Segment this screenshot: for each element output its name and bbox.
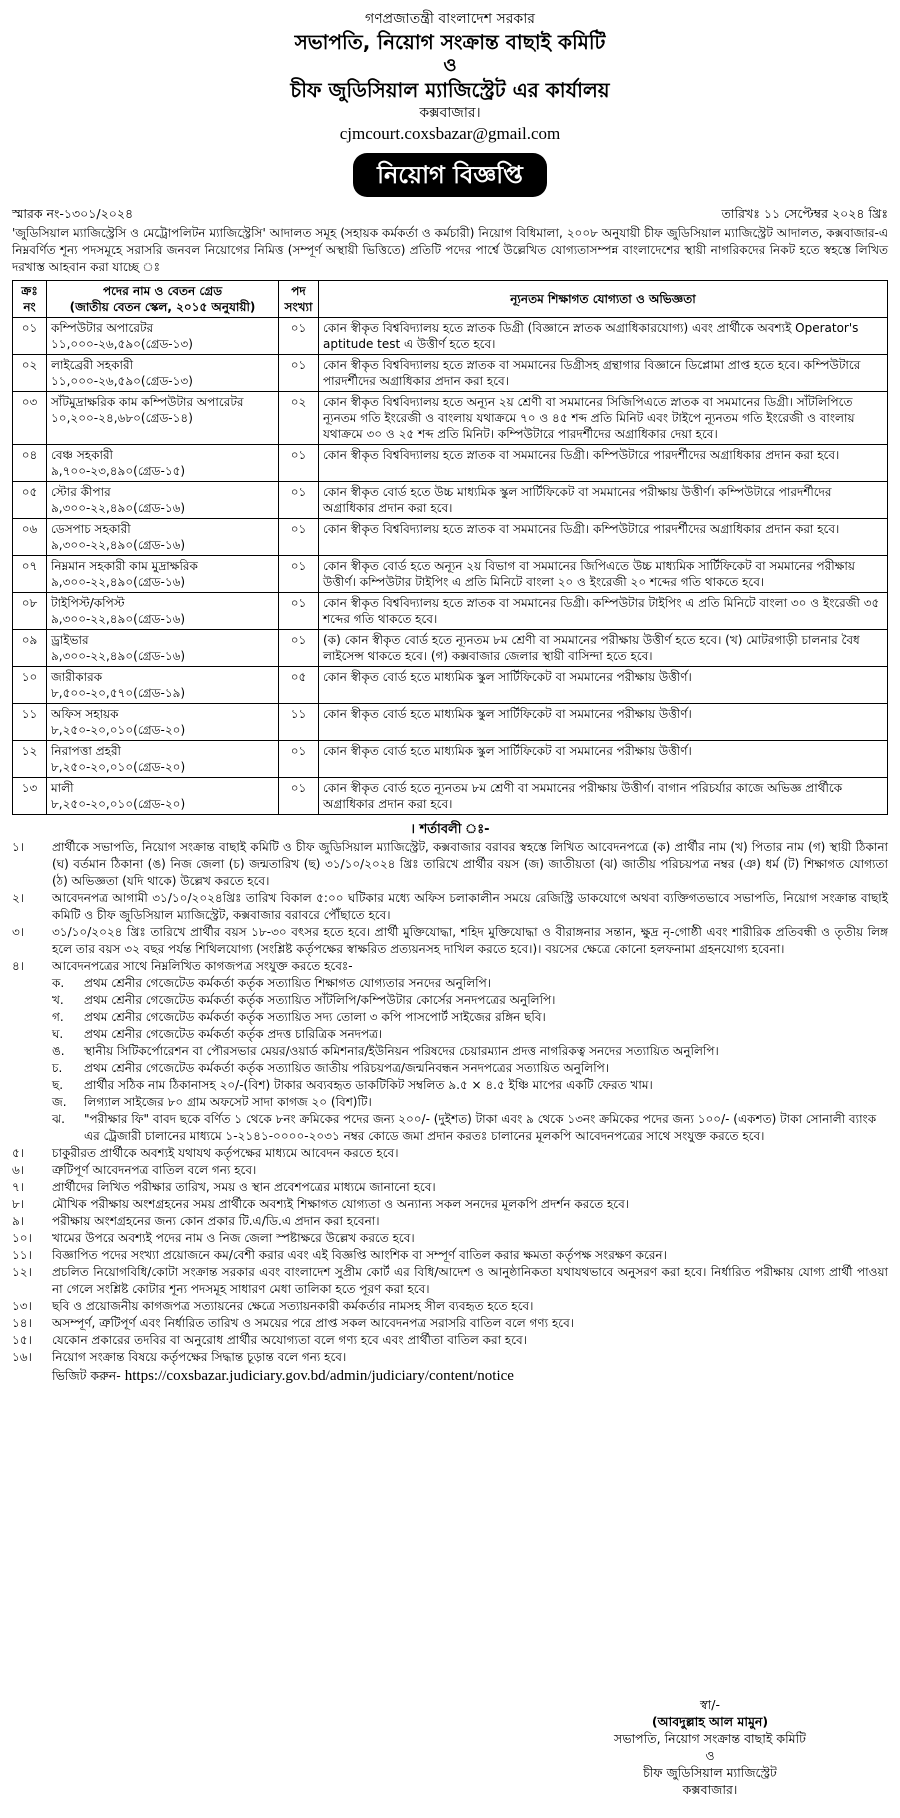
conditions-title: । শর্তাবলী ঃ- [410,822,490,837]
condition-number: ৭। [12,1180,25,1194]
condition-text: মৌখিক পরীক্ষায় অংশগ্রহনের সময় প্রার্থীকে অবশ্যই শিক্ষাগত যোগ্যতা ও অন্যান্য সকল সনদের মূলকপি প্রদর্শন করতে হবে। [52,1197,630,1211]
condition-number: ১৪। [12,1316,32,1330]
pay-scale: ১১,০০০-২৬,৫৯০(গ্রেড-১৩) [51,374,193,388]
office-email[interactable]: cjmcourt.coxsbazar@gmail.com [339,124,561,143]
header-count: পদ সংখ্যা [279,281,319,318]
pay-scale: ৮,২৫০-২০,০১০(গ্রেড-২০) [51,760,186,774]
intro-paragraph: 'জুডিসিয়াল ম্যাজিস্ট্রেসি ও মেট্রোপলিটন ম্যাজিস্ট্রেসি' আদালত সমূহ (সহায়ক কর্মকর্তা ও কর্মচারী) নিয়োগ বিধিমালা, ২০০৮ অনুযায়ী চীফ জুডিসিয়াল ম্যাজিস্ট্রেট আদালত, কক্সবাজার-এ নিম্নবর্ণিত শূন্য পদসমূহে সরাসরি জনবল নিয়োগের নিমিত্ত (সম্পূর্ণ অস্থায়ী ভিত্তিতে) প্রতিটি পদের পার্শ্বে উল্লেখিত যোগ্যতাসম্পন্ন বাংলাদেশের স্থায়ী নাগরিকদের নিকট হতে স্বহস্তে লিখিত দরখাস্ত আহবান করা যাচ্ছে ঃ [12,226,888,274]
post-count: ০১ [279,519,319,556]
post-name: ড্রাইভার [51,633,89,647]
table-row [13,556,888,593]
document-item-letter: গ. [52,1010,64,1024]
condition-item [12,890,888,924]
document-item-letter: চ. [52,1061,63,1075]
post-name: ডেসপাচ সহকারী [51,522,131,536]
document-item [12,1111,888,1145]
condition-number: ৮। [12,1197,25,1211]
pay-scale: ১১,০০০-২৬,৫৯০(গ্রেড-১৩) [51,337,193,351]
qualification: কোন স্বীকৃত বিশ্ববিদ্যালয় হতে স্নাতক বা সমমানের ডিগ্রী। কম্পিউটারে পারদর্শীদের অগ্রাধিকার প্রদান করা হবে। [319,445,888,482]
post-name: নিম্নমান সহকারী কাম মুদ্রাক্ষরিক [51,559,198,573]
condition-item [12,1145,888,1162]
post-name: বেঞ্চ সহকারী [51,448,113,462]
post-count: ০১ [279,318,319,355]
qualification: কোন স্বীকৃত বোর্ড হতে ন্যূনতম ৮ম শ্রেণী বা সমমানের পরীক্ষায় উত্তীর্ণ। বাগান পরিচর্যার কাজে অভিজ্ঞ প্রার্থীকে অগ্রাধিকার প্রদান করা হবে। [319,778,888,815]
visit-label: ভিজিট করুন- [52,1368,121,1383]
document-item-text: প্রথম শ্রেনীর গেজেটেড কর্মকর্তা কর্তৃক সত্যায়িত সাঁটলিপি/কম্পিউটার কোর্সের সনদপত্রের অনুলিপি। [84,993,556,1007]
condition-number: ১৬। [12,1350,32,1364]
condition-text: প্রার্থীকে সভাপতি, নিয়োগ সংক্রান্ত বাছাই কমিটি ও চীফ জুডিসিয়াল ম্যাজিস্ট্রেট, কক্সবাজার বরাবর স্বহস্তে লিখিত আবেদনপত্রে (ক) প্রার্থীর নাম (খ) পিতার নাম (গ) স্থায়ী ঠিকানা (ঘ) বর্তমান ঠিকানা (ঙ) নিজ জেলা (চ) জন্মতারিখ (ছ) ৩১/১০/২০২৪ খ্রিঃ তারিখে প্রার্থীর বয়স (জ) জাতীয়তা (ঝ) জাতীয় পরিচয়পত্র নম্বর (ঞ) ধর্ম (ট) শিক্ষাগত যোগ্যতা (ঠ) অভিজ্ঞতা (যদি থাকে) উল্লেখ করতে হবে। [52,840,888,888]
signatory-title-1: সভাপতি, নিয়োগ সংক্রান্ত বাছাই কমিটি [613,1731,806,1746]
condition-number: ৩। [12,925,25,939]
post-count: ০১ [279,741,319,778]
row-serial: ০৬ [13,519,47,556]
condition-number: ৯। [12,1214,25,1228]
pay-scale: ৮,২৫০-২০,০১০(গ্রেড-২০) [51,797,186,811]
row-post [47,778,279,815]
banner-wrap [12,153,888,197]
table-row [13,741,888,778]
table-row [13,519,888,556]
document-item-text: প্রথম শ্রেনীর গেজেটেড কর্মকর্তা কর্তৃক সত্যায়িত জাতীয় পরিচয়পত্র/জন্মনিবন্ধন সনদপত্রের সত্যায়িত অনুলিপি। [84,1061,610,1075]
condition-number: ১১। [12,1248,32,1262]
document-item-letter: ঙ. [52,1044,65,1058]
post-count: ০১ [279,482,319,519]
post-count: ০১ [279,355,319,392]
pay-scale: ৯,৭০০-২৩,৪৯০(গ্রেড-১৫) [51,464,186,478]
row-post [47,519,279,556]
pay-scale: ৮,২৫০-২০,০১০(গ্রেড-২০) [51,723,186,737]
document-item [12,1077,888,1094]
post-count: ১১ [279,704,319,741]
condition-text: পরীক্ষায় অংশগ্রহনের জন্য কোন প্রকার টি.এ/ডি.এ প্রদান করা হবেনা। [52,1214,380,1228]
qualification: কোন স্বীকৃত বোর্ড হতে মাধ্যমিক স্কুল সার্টিফিকেট বা সমমানের পরীক্ষায় উত্তীর্ণ। [319,704,888,741]
post-count: ০১ [279,630,319,667]
condition-text: ৩১/১০/২০২৪ খ্রিঃ তারিখে প্রার্থীর বয়স ১৮-৩০ বৎসর হতে হবে। প্রার্থী মুক্তিযোদ্ধা, শহিদ মুক্তিযোদ্ধা ও বীরাঙ্গনার সন্তান, ক্ষুদ্র নৃ-গোষ্ঠী এবং শারীরিক প্রতিবন্ধী ও তৃতীয় লিঙ্গ হলে তার বয়স ৩২ বছর পর্যন্ত শিথিলযোগ্য (সংশ্লিষ্ট কর্তৃপক্ষের স্বাক্ষরিত প্রত্যয়নসহ দাখিল করতে হবে।)। বয়সের ক্ষেত্রে কোনো হলফনামা গ্রহনযোগ্য হবেনা। [52,925,888,956]
header-serial: ক্রঃ নং [13,281,47,318]
condition-text: চাকুরীরত প্রার্থীকে অবশ্যই যথাযথ কর্তৃপক্ষের মাধ্যমে আবেদন করতে হবে। [52,1146,399,1160]
signatory-place: কক্সবাজার। [682,1782,738,1797]
header-post-sub: (জাতীয় বেতন স্কেল, ২০১৫ অনুযায়ী) [69,300,256,314]
committee-title: সভাপতি, নিয়োগ সংক্রান্ত বাছাই কমিটি [294,30,606,54]
condition-number: ১। [12,840,25,854]
qualification: কোন স্বীকৃত বিশ্ববিদ্যালয় হতে অন্যূন ২য় শ্রেণী বা সমমানের সিজিপিএতে স্নাতক বা সমমানের ডিগ্রী। সাঁটলিপিতে ন্যূনতম গতি ইংরেজী ও বাংলায় যথাক্রমে ৭০ ও ৪৫ শব্দ প্রতি মিনিট এবং টাইপে ন্যূনতম গতি ইংরেজী ও বাংলায় যথাক্রমে ৩০ ও ২৫ শব্দ প্রতি মিনিট। কম্পিউটারে পারদর্শীদের অগ্রাধিকার দেয়া হবে। [319,392,888,445]
table-row [13,630,888,667]
row-post [47,630,279,667]
row-serial: ০৮ [13,593,47,630]
row-serial: ০৭ [13,556,47,593]
qualification: কোন স্বীকৃত বোর্ড হতে উচ্চ মাধ্যমিক স্কুল সার্টিফিকেট বা সমমানের পরীক্ষায় উত্তীর্ণ। কম্পিউটারে পারদর্শীদের অগ্রাধিকার প্রদান করা হবে। [319,482,888,519]
table-row [13,355,888,392]
row-post [47,593,279,630]
row-serial: ০৩ [13,392,47,445]
document-item-letter: খ. [52,993,64,1007]
post-count: ০১ [279,593,319,630]
table-row [13,392,888,445]
row-serial: ০১ [13,318,47,355]
row-serial: ০৫ [13,482,47,519]
row-serial: ০৪ [13,445,47,482]
post-name: সাঁটমুদ্রাক্ষরিক কাম কম্পিউটার অপারেটর [51,395,244,409]
document-item-text: প্রথম শ্রেনীর গেজেটেড কর্মকর্তা কর্তৃক সত্যায়িত সদ্য তোলা ৩ কপি পাসপোর্ট সাইজের রঙ্গিন ছবি। [84,1010,546,1024]
condition-number: ৫। [12,1146,25,1160]
condition-number: ১৫। [12,1333,32,1347]
condition-item [12,924,888,958]
pay-scale: ৯,৩০০-২২,৪৯০(গ্রেড-১৬) [51,538,186,552]
document-item-letter: ক. [52,976,65,990]
signatory-and: ও [705,1748,715,1763]
office-location: কক্সবাজার। [419,105,481,121]
condition-text: প্রচলিত নিয়োগবিধি/কোটা সংক্রান্ত সরকার এবং বাংলাদেশ সুপ্রীম কোর্ট এর বিধি/আদেশ ও আনুষ্ঠানিকতা যথাযথভাবে অনুসরণ করা হবে। নির্ধারিত পরীক্ষায় যোগ্য প্রার্থী পাওয়া না গেলে সংশ্লিষ্ট কোটার শূন্য পদসমূহ সাধারণ মেধা তালিকা হতে পূরণ করা হবে। [52,1265,888,1296]
table-row [13,704,888,741]
condition-item [12,1298,888,1315]
header-qualification: ন্যূনতম শিক্ষাগত যোগ্যতা ও অভিজ্ঞতা [319,281,888,318]
office-title: চীফ জুডিসিয়াল ম্যাজিস্ট্রেট এর কার্যালয় [290,78,610,102]
signature-mark: স্বা/- [700,1697,720,1712]
row-post [47,445,279,482]
government-name: গণপ্রজাতন্ত্রী বাংলাদেশ সরকার [365,11,535,27]
post-name: লাইব্রেরী সহকারী [51,358,134,372]
pay-scale: ১০,২০০-২৪,৬৮০(গ্রেড-১৪) [51,411,193,425]
visit-url-link[interactable]: https://coxsbazar.judiciary.gov.bd/admin/judiciary/content/notice [124,1368,514,1384]
row-post [47,556,279,593]
table-header-row [13,281,888,318]
row-serial: ১০ [13,667,47,704]
table-row [13,445,888,482]
condition-number: ১৩। [12,1299,32,1313]
table-row [13,667,888,704]
notice-banner: নিয়োগ বিজ্ঞপ্তি [353,153,547,197]
document-item-letter: ঝ. [52,1112,65,1126]
table-row [13,318,888,355]
visit-line [12,1368,888,1388]
posts-table [12,280,888,815]
qualification: কোন স্বীকৃত বিশ্ববিদ্যালয় হতে স্নাতক বা সমমানের ডিগ্রীসহ গ্রন্থাগার বিজ্ঞানে ডিপ্লোমা প্রাপ্ত হতে হবে। কম্পিউটারে পারদর্শীদের অগ্রাধিকার প্রদান করা হবে। [319,355,888,392]
pay-scale: ৯,৩০০-২২,৪৯০(গ্রেড-১৬) [51,612,186,626]
document-item-letter: জ. [52,1095,67,1109]
qualification: কোন স্বীকৃত বোর্ড হতে মাধ্যমিক স্কুল সার্টিফিকেট বা সমমানের পরীক্ষায় উত্তীর্ণ। [319,741,888,778]
condition-item [12,1230,888,1247]
post-count: ০১ [279,778,319,815]
document-item [12,1043,888,1060]
condition-number: ৪। [12,959,25,973]
pay-scale: ৮,৫০০-২০,৫৭০(গ্রেড-১৯) [51,686,186,700]
document-item-text: লিগ্যাল সাইজের ৮০ গ্রাম অফসেট সাদা কাগজ ২০ (বিশ)টি। [84,1095,372,1109]
post-count: ০১ [279,556,319,593]
post-count: ০১ [279,445,319,482]
condition-item [12,1162,888,1179]
document-item-letter: ঘ. [52,1027,64,1041]
row-post [47,704,279,741]
signatory-name: (আবদুল্লাহ আল মামুন) [651,1714,769,1729]
condition-item [12,958,888,975]
condition-item [12,1332,888,1349]
row-post [47,318,279,355]
document-item [12,975,888,992]
condition-text: অসম্পূর্ণ, ত্রুটিপূর্ণ এবং নির্ধারিত তারিখ ও সময়ের পরে প্রাপ্ত সকল আবেদনপত্র সরাসরি বাতিল বলে গণ্য হবে। [52,1316,575,1330]
and-connector: ও [443,55,457,76]
condition-number: ১২। [12,1265,32,1279]
qualification: কোন স্বীকৃত বিশ্ববিদ্যালয় হতে স্নাতক ডিগ্রী (বিজ্ঞানে স্নাতক অগ্রাধিকারযোগ্য) এবং প্রার্থীকে অবশ্যই Operator's aptitude test এ উত্তীর্ণ হতে হবে। [319,318,888,355]
condition-text: ত্রুটিপূর্ণ আবেদনপত্র বাতিল বলে গন্য হবে। [52,1163,257,1177]
qualification: কোন স্বীকৃত বিশ্ববিদ্যালয় হতে স্নাতক বা সমমানের ডিগ্রী। কম্পিউটারে পারদর্শীদের অগ্রাধিকার প্রদান করা হবে। [319,519,888,556]
post-name: মালী [51,781,74,795]
memo-number: স্মারক নং-১৩০১/২০২৪ [12,206,134,221]
document-item-text: প্রথম শ্রেনীর গেজেটেড কর্মকর্তা কর্তৃক প্রদত্ত চারিত্রিক সনদপত্র। [84,1027,383,1041]
header-post-label: পদের নাম ও বেতন গ্রেড [102,284,223,298]
signature-block [560,1696,860,1798]
pay-scale: ৯,৩০০-২২,৪৯০(গ্রেড-১৬) [51,649,186,663]
row-post [47,667,279,704]
table-row [13,778,888,815]
condition-text: আবেদনপত্র আগামী ৩১/১০/২০২৪খ্রিঃ তারিখ বিকাল ৫:০০ ঘটিকার মধ্যে অফিস চলাকালীন সময়ে রেজিস্ট্রি ডাকযোগে অথবা ব্যক্তিগতভাবে সভাপতি, নিয়োগ সংক্রান্ত বাছাই কমিটি ও চীফ জুডিসিয়াল ম্যাজিস্ট্রেট, কক্সবাজার বরাবরে পৌঁছাতে হবে। [52,891,888,922]
document-item-text: প্রথম শ্রেনীর গেজেটেড কর্মকর্তা কর্তৃক সত্যায়িত শিক্ষাগত যোগ্যতার সনদের অনুলিপি। [84,976,492,990]
post-count: ০২ [279,392,319,445]
document-item-text: "পরীক্ষার ফি" বাবদ ছকে বর্ণিত ১ থেকে ৮নং ক্রমিকের পদের জন্য ২০০/- (দুইশত) টাকা এবং ৯ থেকে ১৩নং ক্রমিকের পদের জন্য ১০০/- (একশত) টাকা সোনালী ব্যাংক এর ট্রেজারী চালানের মাধ্যমে ১-২১৪১-০০০০-২০৩১ নম্বর কোডে জমা প্রদান করতঃ চালানের মূলকপি আবেদনপত্রের সাথে সংযুক্ত করতে হবে। [84,1112,877,1143]
document-item [12,1060,888,1077]
conditions-list [12,839,888,1366]
condition-text: ছবি ও প্রয়োজনীয় কাগজপত্র সত্যায়নের ক্ষেত্রে সত্যায়নকারী কর্মকর্তার নামসহ সীল ব্যবহৃত হতে হবে। [52,1299,534,1313]
pay-scale: ৯,৩০০-২২,৪৯০(গ্রেড-১৬) [51,575,186,589]
document-item-text: স্থানীয় সিটিকর্পোরেশন বা পৌরসভার মেয়র/ওয়ার্ড কমিশনার/ইউনিয়ন পরিষদের চেয়ারম্যান প্রদত্ত নাগরিকত্ব সনদের সত্যায়িত অনুলিপি। [84,1044,719,1058]
condition-item [12,839,888,890]
condition-item [12,1179,888,1196]
row-serial: ০২ [13,355,47,392]
post-name: নিরাপত্তা প্রহরী [51,744,121,758]
post-name: কম্পিউটার অপারেটর [51,321,154,335]
condition-number: ২। [12,891,25,905]
condition-number: ১০। [12,1231,32,1245]
condition-item [12,1264,888,1298]
signatory-title-2: চীফ জুডিসিয়াল ম্যাজিস্ট্রেট [643,1765,777,1780]
condition-text: যেকোন প্রকারের তদবির বা অনুরোধ প্রার্থীর অযোগ্যতা বলে গণ্য হবে এবং প্রার্থীতা বাতিল করা হবে। [52,1333,527,1347]
post-name: অফিস সহায়ক [51,707,119,721]
table-row [13,593,888,630]
post-name: স্টোর কীপার [51,485,111,499]
document-item [12,1009,888,1026]
row-post [47,355,279,392]
condition-number: ৬। [12,1163,25,1177]
document-item-text: প্রার্থীর সঠিক নাম ঠিকানাসহ ২০/-(বিশ) টাকার অব্যবহৃত ডাকটিকিট সম্বলিত ৯.৫ × ৪.৫ ইঞ্চি মাপের একটি ফেরত খাম। [84,1078,653,1092]
condition-item [12,1213,888,1230]
qualification: কোন স্বীকৃত বিশ্ববিদ্যালয় হতে স্নাতক বা সমমানের ডিগ্রী। কম্পিউটার টাইপিং এ প্রতি মিনিটে বাংলা ৩০ ও ইংরেজী ৩৫ শব্দের গতি থাকতে হবে। [319,593,888,630]
qualification: কোন স্বীকৃত বোর্ড হতে অন্যূন ২য় বিভাগ বা সমমানের জিপিএতে উচ্চ মাধ্যমিক সার্টিফিকেট বা সমমানের পরীক্ষায় উত্তীর্ণ। কম্পিউটার টাইপিং এ প্রতি মিনিটে বাংলা ২০ ও ইংরেজী ২০ শব্দের গতি থাকতে হবে। [319,556,888,593]
row-serial: ১৩ [13,778,47,815]
document-item-letter: ছ. [52,1078,64,1092]
condition-text: প্রার্থীদের লিখিত পরীক্ষার তারিখ, সময় ও স্থান প্রবেশপত্রের মাধ্যমে জানানো হবে। [52,1180,436,1194]
row-post [47,392,279,445]
document-item [12,1094,888,1111]
row-post [47,482,279,519]
table-row [13,482,888,519]
condition-item [12,1247,888,1264]
condition-item [12,1349,888,1366]
document-item [12,992,888,1009]
header-post [47,281,279,318]
row-serial: ০৯ [13,630,47,667]
condition-text: খামের উপরে অবশ্যই পদের নাম ও নিজ জেলা স্পষ্টাক্ষরে উল্লেখ করতে হবে। [52,1231,415,1245]
reference-line [12,205,888,223]
condition-item [12,1315,888,1332]
condition-text: আবেদনপত্রের সাথে নিম্নলিখিত কাগজপত্র সংযুক্ত করতে হবেঃ- [52,959,353,973]
qualification: কোন স্বীকৃত বোর্ড হতে মাধ্যমিক স্কুল সার্টিফিকেট বা সমমানের পরীক্ষায় উত্তীর্ণ। [319,667,888,704]
post-count: ০৫ [279,667,319,704]
row-post [47,741,279,778]
header [12,10,888,145]
qualification: (ক) কোন স্বীকৃত বোর্ড হতে ন্যূনতম ৮ম শ্রেণী বা সমমানের পরীক্ষায় উত্তীর্ণ হতে হবে। (খ) মোটরগাড়ী চালনার বৈধ লাইসেন্স থাকতে হবে। (গ) কক্সবাজার জেলার স্থায়ী বাসিন্দা হতে হবে। [319,630,888,667]
condition-text: বিজ্ঞাপিত পদের সংখ্যা প্রয়োজনে কম/বেশী করার এবং এই বিজ্ঞপ্তি আংশিক বা সম্পূর্ণ বাতিল করার ক্ষমতা কর্তৃপক্ষ সংরক্ষণ করেন। [52,1248,667,1262]
post-name: টাইপিস্ট/কপিস্ট [51,596,125,610]
row-serial: ১১ [13,704,47,741]
row-serial: ১২ [13,741,47,778]
document-item [12,1026,888,1043]
post-name: জারীকারক [51,670,103,684]
notice-date: তারিখঃ ১১ সেপ্টেম্বর ২০২৪ খ্রিঃ [721,206,888,221]
condition-item [12,1196,888,1213]
pay-scale: ৯,৩০০-২২,৪৯০(গ্রেড-১৬) [51,501,186,515]
condition-text: নিয়োগ সংক্রান্ত বিষয়ে কর্তৃপক্ষের সিদ্ধান্ত চূড়ান্ত বলে গন্য হবে। [52,1350,347,1364]
